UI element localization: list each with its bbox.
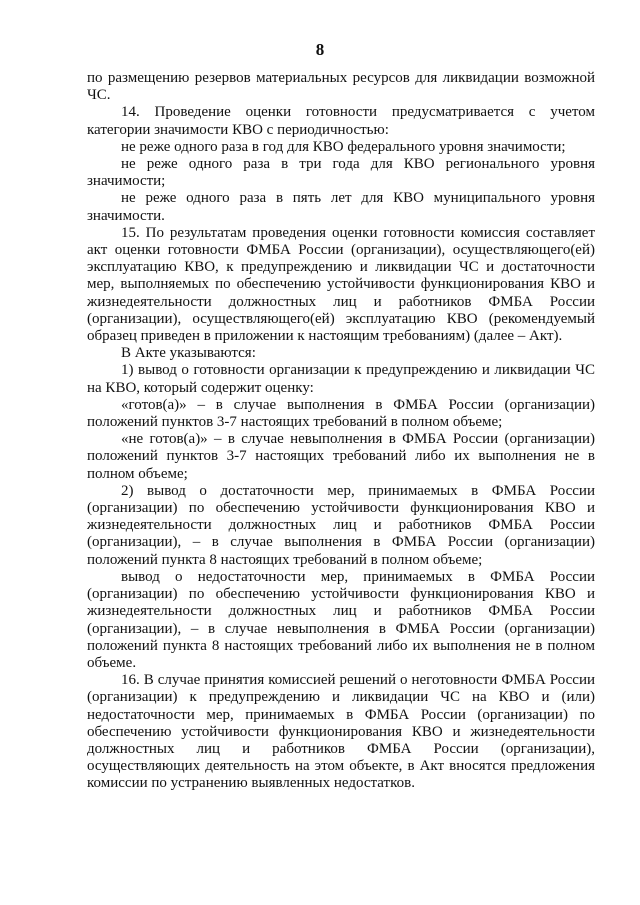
paragraph-16: 16. В случае принятия комиссией решений о неготовности ФМБА России (организации) к предупреждению и ликвидации ЧС на КВО и (или) недостаточности мер, принимаемых в ФМБА России (организации) по обеспечению устойчивости функционирования КВО и жизнедеятельности должностных лиц и работников ФМБА России (организации), осуществляющих деятельность на этом объекте, в Акт вносятся предложения комиссии по устранению выявленных недостатков. xyxy=(87,672,595,792)
assessment-not-ready: «не готов(а)» – в случае невыполнения в ФМБА России (организации) положений пунктов 3-7 настоящих требований либо их выполнения не в полном объеме; xyxy=(87,431,595,482)
list-item-regional: не реже одного раза в три года для КВО регионального уровня значимости; xyxy=(87,156,595,190)
document-body xyxy=(87,70,595,793)
insufficiency-conclusion: вывод о недостаточности мер, принимаемых в ФМБА России (организации) по обеспечению устойчивости функционирования КВО и жизнедеятельности должностных лиц и работников ФМБА России (организации), – в случае невыполнения в ФМБА России (организации) положений пункта 8 настоящих требований либо их выполнения не в полном объеме. xyxy=(87,568,595,671)
paragraph-continuation: по размещению резервов материальных ресурсов для ликвидации возможной ЧС. xyxy=(87,70,595,104)
assessment-ready: «готов(а)» – в случае выполнения в ФМБА России (организации) положений пунктов 3-7 настоящих требований в полном объеме; xyxy=(87,396,595,431)
list-item-municipal: не реже одного раза в пять лет для КВО муниципального уровня значимости. xyxy=(87,190,595,224)
paragraph-14: 14. Проведение оценки готовности предусматривается с учетом категории значимости КВО с периодичностью: xyxy=(87,104,595,138)
paragraph-15: 15. По результатам проведения оценки готовности комиссия составляет акт оценки готовности ФМБА России (организации), осуществляющего(ей) эксплуатацию КВО, к предупреждению и ликвидации ЧС и достаточности мер, выполняемых по обеспечению устойчивости функционирования КВО и жизнедеятельности должностных лиц и работников ФМБА России (организации), осуществляющего(ей) эксплуатацию КВО (рекомендуемый образец приведен в приложении к настоящим требованиям) (далее – Акт). xyxy=(87,224,595,345)
act-item-1: 1) вывод о готовности организации к предупреждению и ликвидации ЧС на КВО, который содержит оценку: xyxy=(87,362,595,396)
list-item-federal: не реже одного раза в год для КВО федерального уровня значимости; xyxy=(121,138,566,155)
page-number: 8 xyxy=(315,40,325,59)
act-item-2: 2) вывод о достаточности мер, принимаемых в ФМБА России (организации) по обеспечению устойчивости функционирования КВО и жизнедеятельности должностных лиц и работников ФМБА России (организации), – в случае выполнения в ФМБА России (организации) положений пункта 8 настоящих требований в полном объеме; xyxy=(87,482,595,568)
act-contents-intro: В Акте указываются: xyxy=(121,345,256,362)
